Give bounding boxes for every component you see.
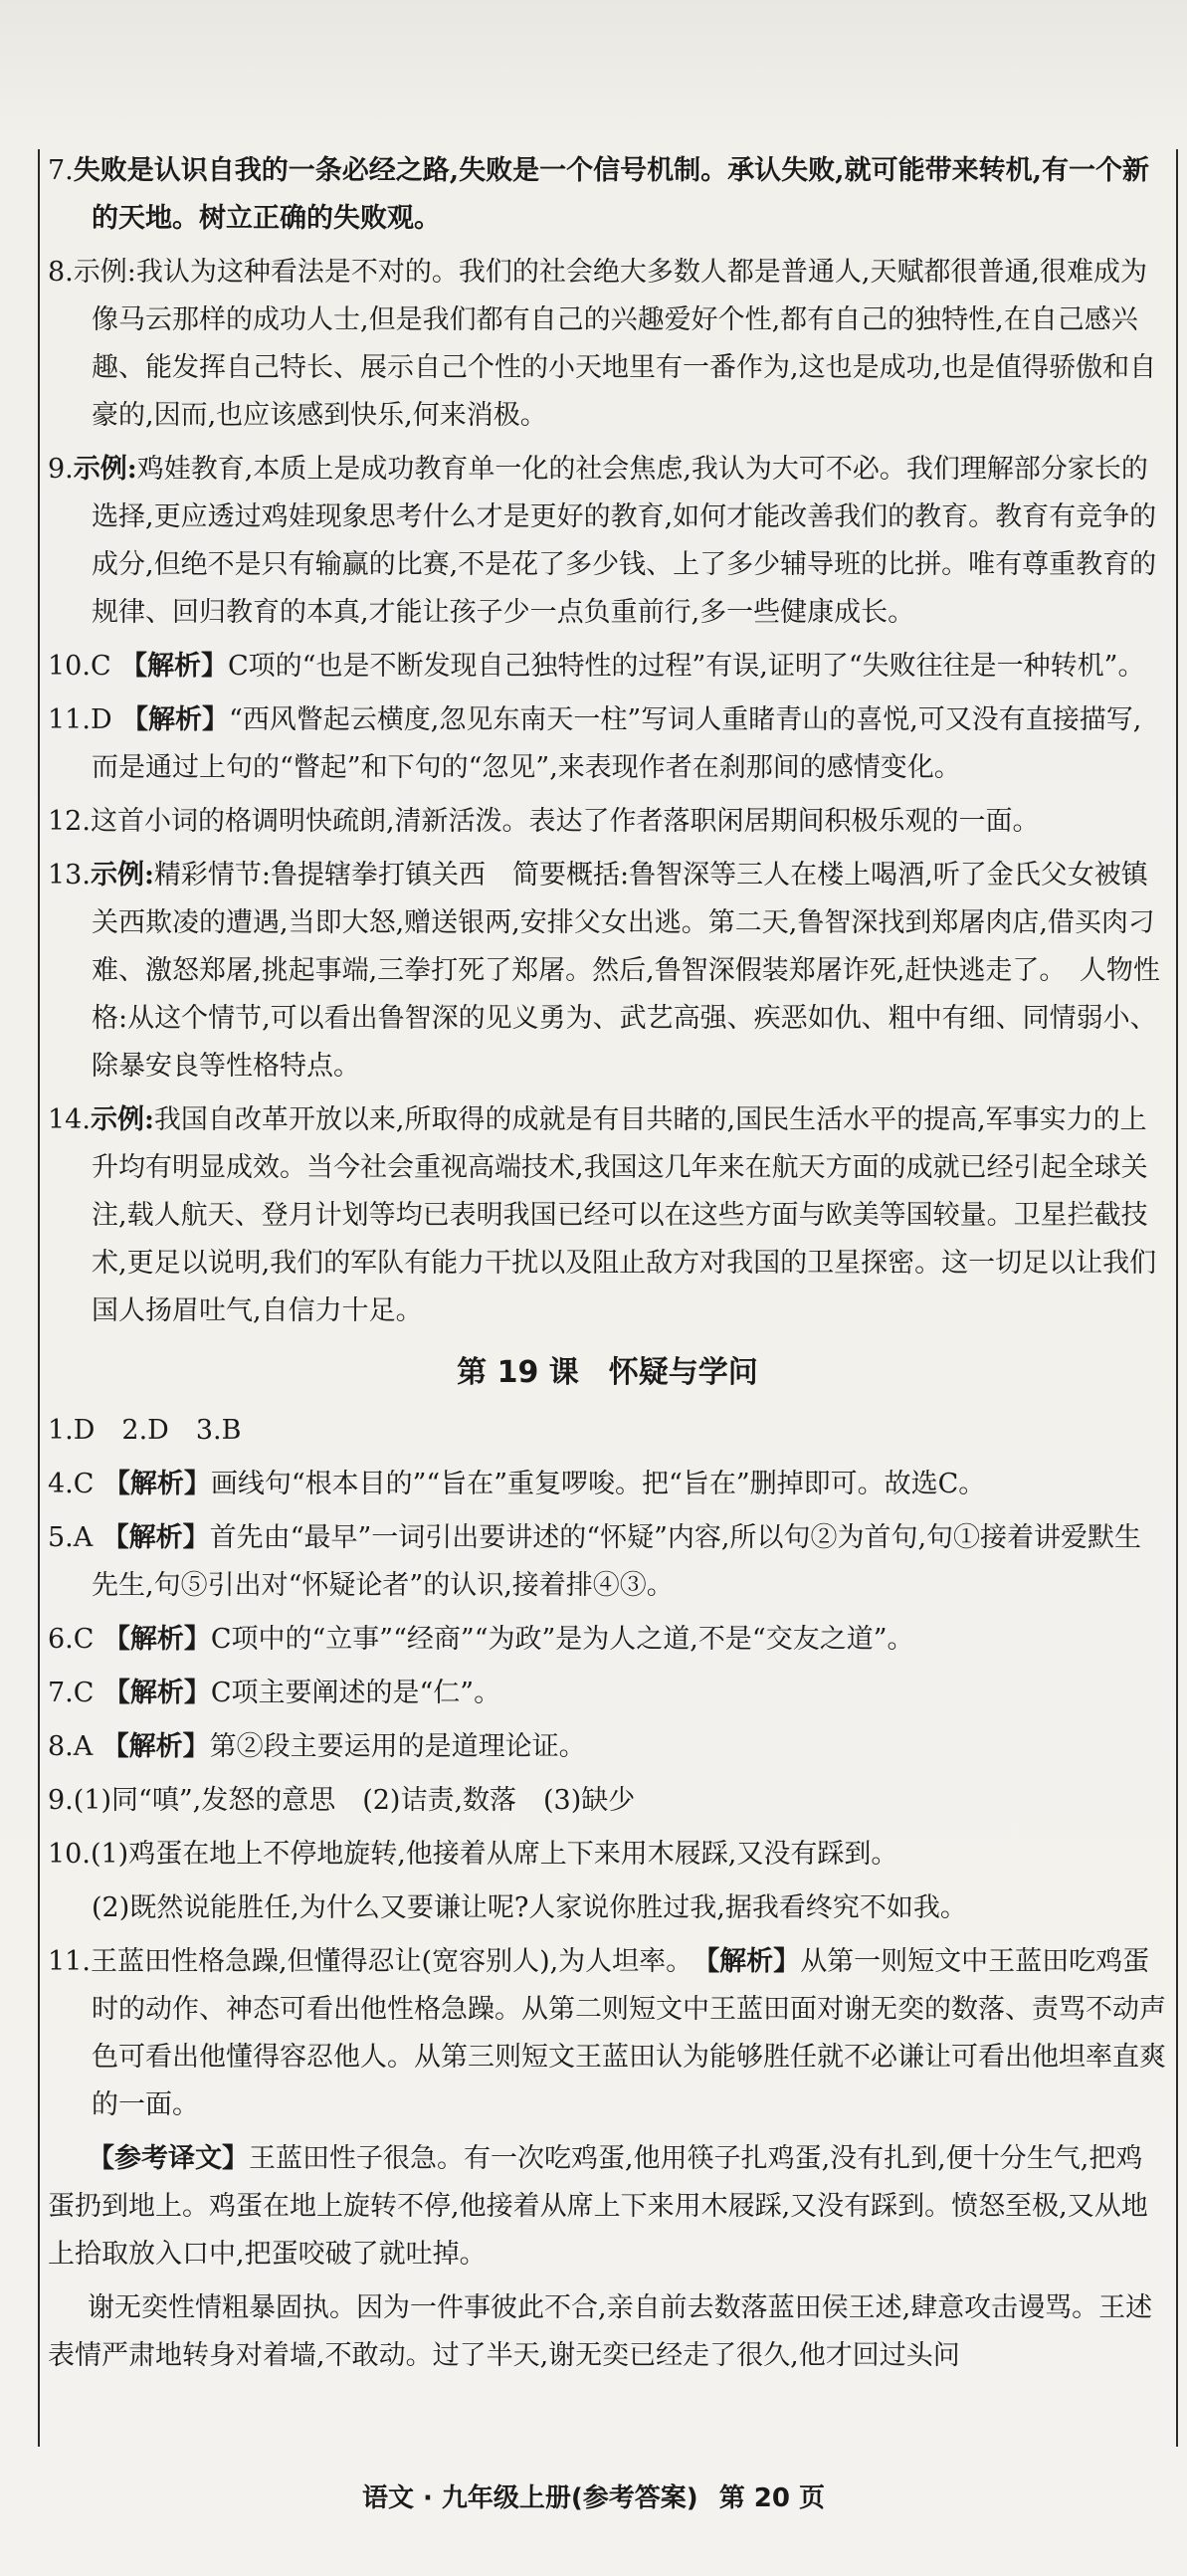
answer-list-lesson-18 xyxy=(48,147,1167,1335)
answer-number: 14. xyxy=(48,1104,91,1135)
answer-emphasis: 示例: xyxy=(90,860,154,891)
answer-number: 5.A xyxy=(48,1522,94,1553)
answer-item xyxy=(48,643,1167,691)
answer-item xyxy=(48,1831,1167,1879)
answer-item xyxy=(48,1670,1167,1717)
answer-emphasis: 示例: xyxy=(73,454,137,485)
answer-text: 精彩情节:鲁提辖拳打镇关西 简要概括:鲁智深等三人在楼上喝酒,听了金氏父女被镇关西欺凌的遭遇,当即大怒,赠送银两,安排父女出逃。第二天,鲁智深找到郑屠肉店,借买肉刁难、激怒郑屠,挑起事端,三拳打死了郑屠。然后,鲁智深假装郑屠诈死,赶快逃走了。 人物性格:从这个情节,可以看出鲁智深的见义勇为、武艺高强、疾恶如仇、粗中有细、同情弱小、除暴安良等性格特点。 xyxy=(92,860,1160,1082)
answer-emphasis: 示例: xyxy=(90,1104,154,1135)
answer-emphasis: 【解析】 xyxy=(93,1731,210,1762)
answer-emphasis: 【解析】 xyxy=(94,1678,211,1708)
answer-number: 4.C xyxy=(48,1469,95,1499)
answer-number: 11.D xyxy=(48,704,112,735)
answer-number: 7.C xyxy=(48,1678,95,1708)
answer-list-lesson-19 xyxy=(48,1407,1167,1879)
answer-number: 10. xyxy=(48,1839,91,1870)
answer-text: 我国自改革开放以来,所取得的成就是有目共睹的,国民生活水平的提高,军事实力的上升均有明显成效。当今社会重视高端技术,我国这几年来在航天方面的成就已经引起全球关注,载人航天、登月计划等均已表明我国已经可以在这些方面与欧美等国较量。卫星拦截技术,更足以说明,我们的军队有能力干扰以及阻止敌方对我国的卫星探密。这一切足以让我们国人扬眉吐气,自信力十足。 xyxy=(92,1104,1157,1326)
answer-emphasis: 失败是认识自我的一条必经之路,失败是一个信号机制。承认失败,就可能带来转机,有一个新的天地。树立正确的失败观。 xyxy=(73,155,1149,234)
answer-text: “西风瞥起云横度,忽见东南天一柱”写词人重睹青山的喜悦,可又没有直接描写,而是通过上句的“瞥起”和下句的“忽见”,来表现作者在刹那间的感情变化。 xyxy=(92,704,1142,783)
answer-number: 8. xyxy=(48,257,74,288)
answer-item xyxy=(48,1723,1167,1771)
answer-11 xyxy=(48,1938,1167,2129)
answer-item xyxy=(48,249,1167,440)
answer-item xyxy=(48,1407,1167,1455)
answer-text: (1)同“嗔”,发怒的意思 (2)诘责,数落 (3)缺少 xyxy=(73,1785,636,1816)
answer-emphasis: 【解析】 xyxy=(111,704,229,735)
answer-number: 10.C xyxy=(48,651,111,682)
translation-paragraph-1 xyxy=(48,2135,1167,2279)
analysis-tag: 【解析】 xyxy=(705,1946,801,1977)
answer-item xyxy=(48,852,1167,1090)
answer-item xyxy=(48,147,1167,243)
answer-emphasis: 【解析】 xyxy=(93,1522,210,1553)
answer-10-part-2: (2)既然说能胜任,为什么又要谦让呢?人家说你胜过我,据我看终究不如我。 xyxy=(92,1892,967,1923)
lesson-title: 第 19 课 怀疑与学问 xyxy=(457,1355,758,1390)
answer-text: C项中的“立事”“经商”“为政”是为人之道,不是“交友之道”。 xyxy=(210,1624,914,1655)
right-border-line xyxy=(1176,149,1178,2447)
answer-number: 9. xyxy=(48,1785,74,1816)
left-border-line xyxy=(38,149,40,2447)
answer-item xyxy=(48,1096,1167,1335)
answer-number: 9. xyxy=(48,454,74,485)
answer-text: 第②段主要运用的是道理论证。 xyxy=(209,1731,586,1762)
answer-text: C项的“也是不断发现自己独特性的过程”有误,证明了“失败往往是一种转机”。 xyxy=(228,651,1145,682)
answer-number: 11. xyxy=(48,1946,91,1977)
answer-emphasis: 【解析】 xyxy=(94,1469,211,1499)
answer-text: 鸡娃教育,本质上是成功教育单一化的社会焦虑,我认为大可不必。我们理解部分家长的选择,更应透过鸡娃现象思考什么才是更好的教育,如何才能改善我们的教育。教育有竞争的成分,但绝不是只有输赢的比赛,不是花了多少钱、上了多少辅导班的比拼。唯有尊重教育的规律、回归教育的本真,才能让孩子少一点负重前行,多一些健康成长。 xyxy=(92,454,1157,628)
answer-text: 王蓝田性格急躁,但懂得忍让(宽容别人),为人坦率。 xyxy=(90,1946,706,1977)
answer-item xyxy=(48,1616,1167,1664)
answer-text: 示例:我认为这种看法是不对的。我们的社会绝大多数人都是普通人,天赋都很普通,很难成为像马云那样的成功人士,但是我们都有自己的兴趣爱好个性,都有自己的独特性,在自己感兴趣、能发挥自己特长、展示自己个性的小天地里有一番作为,这也是成功,也是值得骄傲和自豪的,因而,也应该感到快乐,何来消极。 xyxy=(73,257,1157,431)
answer-number: 8.A xyxy=(48,1731,94,1762)
answer-number: 1.D 2.D 3.B xyxy=(48,1415,242,1446)
answer-text: 首先由“最早”一词引出要讲述的“怀疑”内容,所以句②为首句,句①接着讲爱默生先生,句⑤引出对“怀疑论者”的认识,接着排④③。 xyxy=(92,1522,1142,1601)
page-footer xyxy=(0,2477,1187,2514)
answer-item xyxy=(48,1777,1167,1825)
footer-page-number: 第 20 页 xyxy=(718,2483,826,2513)
answer-text: C项主要阐述的是“仁”。 xyxy=(210,1678,501,1708)
answer-number: 13. xyxy=(48,860,91,891)
translation-tag: 【参考译文】 xyxy=(88,2143,249,2174)
answer-text: (1)鸡蛋在地上不停地旋转,他接着从席上下来用木屐踩,又没有踩到。 xyxy=(90,1839,898,1870)
answer-content xyxy=(48,147,1167,2386)
answer-text: 画线句“根本目的”“旨在”重复啰唆。把“旨在”删掉即可。故选C。 xyxy=(210,1469,986,1499)
answer-item xyxy=(48,446,1167,637)
answer-number: 12. xyxy=(48,806,91,837)
answer-number: 6.C xyxy=(48,1624,95,1655)
analysis-text: 从第一则短文中王蓝田吃鸡蛋时的动作、神态可看出他性格急躁。从第二则短文中王蓝田面对谢无奕的数落、责骂不动声色可看出他懂得容忍他人。从第三则短文王蓝田认为能够胜任就不必谦让可看出他坦率直爽的一面。 xyxy=(92,1946,1166,2120)
answer-number: 7. xyxy=(48,155,74,186)
translation-paragraph-2: 谢无奕性情粗暴固执。因为一件事彼此不合,亲自前去数落蓝田侯王述,肆意攻击谩骂。王述表情严肃地转身对着墙,不敢动。过了半天,谢无奕已经走了很久,他才回过头问 xyxy=(48,2292,1153,2371)
answer-emphasis: 【解析】 xyxy=(94,1624,211,1655)
answer-emphasis: 【解析】 xyxy=(110,651,229,682)
answer-text: 这首小词的格调明快疏朗,清新活泼。表达了作者落职闲居期间积极乐观的一面。 xyxy=(90,806,1040,837)
answer-item xyxy=(48,696,1167,792)
translation-text-1: 王蓝田性子很急。有一次吃鸡蛋,他用筷子扎鸡蛋,没有扎到,便十分生气,把鸡蛋扔到地上。鸡蛋在地上旋转不停,他接着从席上下来用木屐踩,又没有踩到。愤怒至极,又从地上拾取放入口中,把蛋咬破了就吐掉。 xyxy=(48,2143,1148,2270)
footer-subject: 语文 · 九年级上册(参考答案) xyxy=(361,2483,698,2513)
answer-item xyxy=(48,798,1167,846)
answer-item xyxy=(48,1461,1167,1508)
answer-item xyxy=(48,1514,1167,1610)
